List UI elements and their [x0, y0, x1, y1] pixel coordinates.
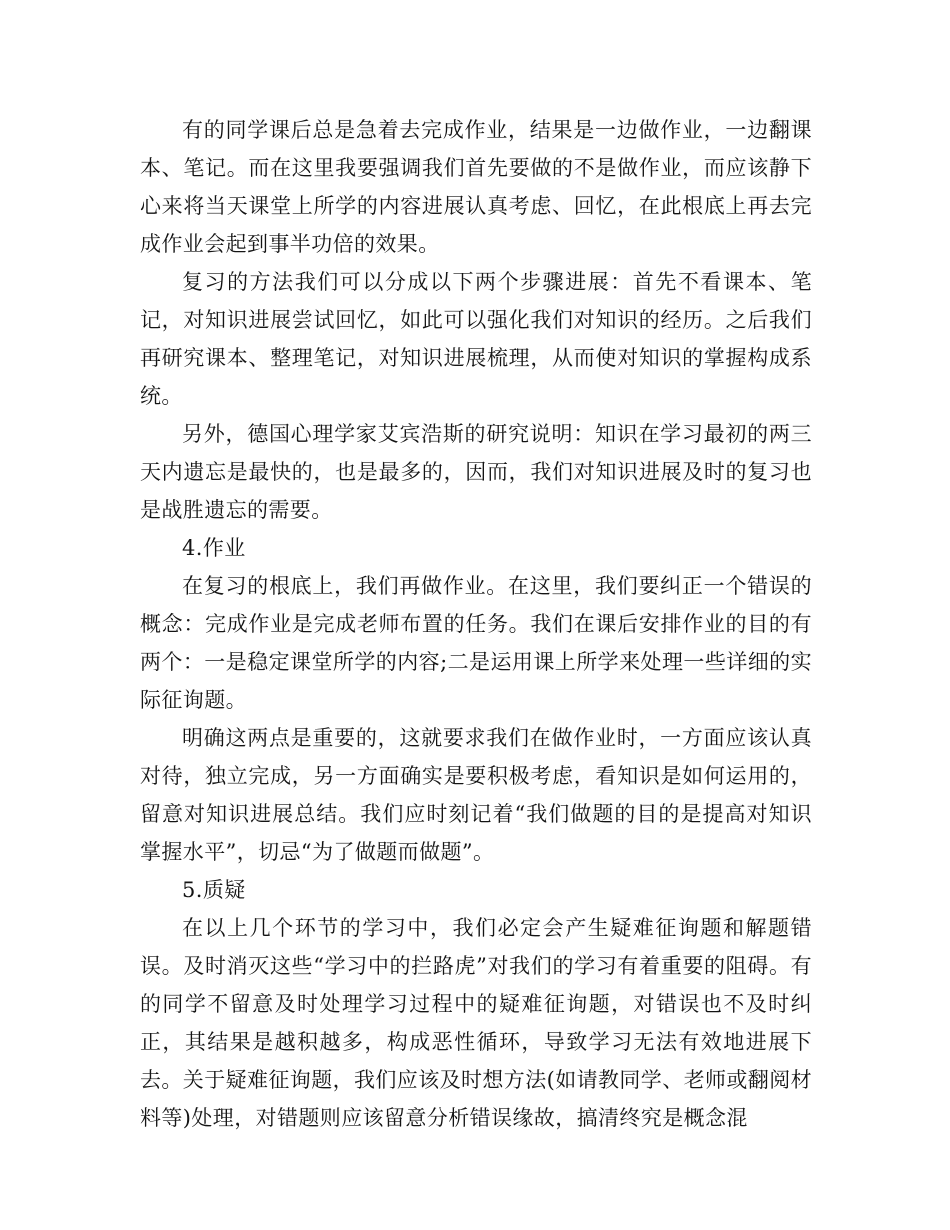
paragraph: 复习的方法我们可以分成以下两个步骤进展：首先不看课本、笔记，对知识进展尝试回忆，如此可以强化我们对知识的经历。之后我们再研究课本、整理笔记，对知识进展梳理，从而使对知识的掌握构成系统。 [140, 270, 812, 408]
paragraph: 明确这两点是重要的，这就要求我们在做作业时，一方面应该认真对待，独立完成，另一方面确实是要积极考虑，看知识是如何运用的，留意对知识进展总结。我们应时刻记着“我们做题的目的是提高对知识掌握水平”，切忌“为了做题而做题”。 [140, 726, 812, 864]
paragraph: 在以上几个环节的学习中，我们必定会产生疑难征询题和解题错误。及时消灭这些“学习中的拦路虎”对我们的学习有着重要的阻碍。有的同学不留意及时处理学习过程中的疑难征询题，对错误也不及时纠正，其结果是越积越多，构成恶性循环，导致学习无法有效地进展下去。关于疑难征询题，我们应该及时想方法(如请教同学、老师或翻阅材料等)处理，对错题则应该留意分析错误缘故，搞清终究是概念混 [140, 916, 812, 1130]
section-heading-questioning: 5.质疑 [182, 878, 246, 902]
paragraph: 在复习的根底上，我们再做作业。在这里，我们要纠正一个错误的概念：完成作业是完成老师布置的任务。我们在课后安排作业的目的有两个：一是稳定课堂所学的内容;二是运用课上所学来处理一些详细的实际征询题。 [140, 574, 812, 712]
paragraph: 另外，德国心理学家艾宾浩斯的研究说明：知识在学习最初的两三天内遗忘是最快的，也是最多的，因而，我们对知识进展及时的复习也是战胜遗忘的需要。 [140, 422, 812, 522]
document-body [140, 111, 812, 1137]
section-heading-homework: 4.作业 [182, 536, 246, 560]
paragraph: 有的同学课后总是急着去完成作业，结果是一边做作业，一边翻课本、笔记。而在这里我要强调我们首先要做的不是做作业，而应该静下心来将当天课堂上所学的内容进展认真考虑、回忆，在此根底上再去完成作业会起到事半功倍的效果。 [140, 118, 812, 256]
